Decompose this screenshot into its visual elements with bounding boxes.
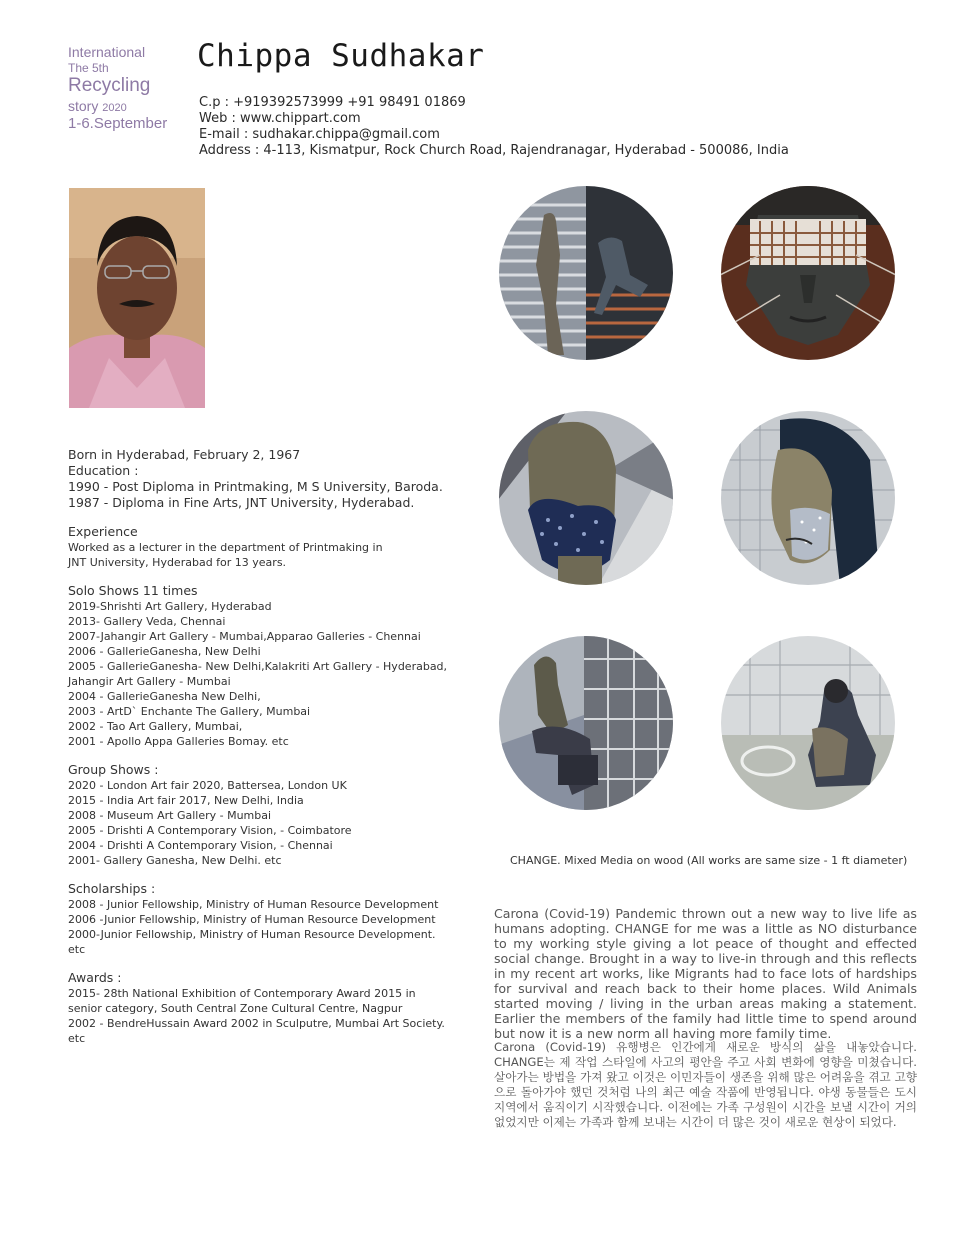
artist-statement-english: Carona (Covid-19) Pandemic thrown out a new way to live life as humans adopting. CHANGE for me was a little as NO disturbance to my working style giving a lot peace of thought and effected social change. Brought in a way to live-in through and this reflects in my recent art works, like Migrants had to face lots of hardships for survival and reach back to their home places. Wild Animals started moving / living in the urban areas making a statement. Earlier the members of the family had little time to spend around but now it is a new norm all having more family time. xyxy=(494,906,917,1041)
group-shows-title: Group Shows : xyxy=(68,762,159,777)
education-title: Education : xyxy=(68,463,139,478)
event-year: 2020 xyxy=(102,101,127,114)
solo-show-item: 2005 - GallerieGanesha- New Delhi,Kalakriti Art Gallery - Hyderabad, xyxy=(68,660,448,673)
artist-statement-korean: Carona (Covid-19) 유행병은 인간에게 새로운 방식의 삶을 내놓았습니다. CHANGE는 제 작업 스타일에 사고의 평안을 주고 사회 변화에 영향을 미쳤습니다. 살아가는 방법을 가져 왔고 이것은 이민자들이 생존을 위해 많은 어려움을 겪고 고향으로 돌아가야 했던 것처럼 나의 최근 예술 작품에 반영됩니다. 야생 동물들은 도시 지역에서 움직이기 시작했습니다. 이전에는 가족 구성원이 시간을 보낼 시간이 거의 없었지만 이제는 가족과 함께 보내는 시간이 더 많은 것이 새로운 현상이 되었다. xyxy=(494,1040,918,1129)
artwork-circle-2 xyxy=(720,185,896,361)
education-item: 1987 - Diploma in Fine Arts, JNT University, Hyderabad. xyxy=(68,495,415,510)
event-dates: 1-6.September xyxy=(68,115,168,133)
group-show-item: 2008 - Museum Art Gallery - Mumbai xyxy=(68,809,272,822)
contact-email: E-mail : sudhakar.chippa@gmail.com xyxy=(199,127,440,142)
event-line-story xyxy=(68,98,167,115)
artwork-circle-6 xyxy=(720,635,896,811)
solo-show-item: 2004 - GallerieGanesha New Delhi, xyxy=(68,690,261,703)
event-info xyxy=(68,44,167,133)
solo-show-item: 2001 - Apollo Appa Galleries Bomay. etc xyxy=(68,735,289,748)
award-item: 2015- 28th National Exhibition of Contemporary Award 2015 in xyxy=(68,987,416,1000)
scholarship-item: 2000-Junior Fellowship, Ministry of Human Resource Development. xyxy=(68,928,436,941)
artwork-circle-3 xyxy=(498,410,674,586)
artwork-caption: CHANGE. Mixed Media on wood (All works are same size - 1 ft diameter) xyxy=(510,854,908,867)
group-show-item: 2020 - London Art fair 2020, Battersea, London UK xyxy=(68,779,347,792)
solo-show-item: Jahangir Art Gallery - Mumbai xyxy=(68,675,231,688)
education-item: 1990 - Post Diploma in Printmaking, M S University, Baroda. xyxy=(68,479,443,494)
contact-address: Address : 4-113, Kismatpur, Rock Church Road, Rajendranagar, Hyderabad - 500086, India xyxy=(199,143,789,158)
artist-portrait xyxy=(69,188,205,408)
award-item: 2002 - BendreHussain Award 2002 in Sculputre, Mumbai Art Society. xyxy=(68,1017,445,1030)
contact-web: Web : www.chippart.com xyxy=(199,111,361,126)
artist-name: Chippa Sudhakar xyxy=(197,38,485,74)
solo-show-item: 2013- Gallery Veda, Chennai xyxy=(68,615,226,628)
group-show-item: 2005 - Drishti A Contemporary Vision, - Coimbatore xyxy=(68,824,352,837)
event-line-edition: The 5th xyxy=(68,60,109,75)
solo-show-item: 2003 - ArtD` Enchante The Gallery, Mumbai xyxy=(68,705,311,718)
contact-phone: C.p : +919392573999 +91 98491 01869 xyxy=(199,95,466,110)
group-show-item: 2001- Gallery Ganesha, New Delhi. etc xyxy=(68,854,282,867)
experience-title: Experience xyxy=(68,524,138,539)
solo-show-item: 2002 - Tao Art Gallery, Mumbai, xyxy=(68,720,243,733)
experience-text: Worked as a lecturer in the department of Printmaking in JNT University, Hyderabad for 13 years. xyxy=(68,541,383,569)
solo-show-item: 2019-Shrishti Art Gallery, Hyderabad xyxy=(68,600,272,613)
scholarship-item: 2008 - Junior Fellowship, Ministry of Human Resource Development xyxy=(68,898,439,911)
solo-show-item: 2007-Jahangir Art Gallery - Mumbai,Apparao Galleries - Chennai xyxy=(68,630,421,643)
award-item: senior category, South Central Zone Cultural Centre, Nagpur xyxy=(68,1002,403,1015)
group-show-item: 2015 - India Art fair 2017, New Delhi, India xyxy=(68,794,304,807)
artwork-circle-1 xyxy=(498,185,674,361)
awards-title: Awards : xyxy=(68,970,122,985)
biography xyxy=(68,447,448,1046)
award-item: etc xyxy=(68,1032,86,1045)
event-story-word: story xyxy=(68,97,99,114)
born-text: Born in Hyderabad, February 2, 1967 xyxy=(68,447,301,462)
scholarship-item: 2006 -Junior Fellowship, Ministry of Human Resource Development xyxy=(68,913,436,926)
group-show-item: 2004 - Drishti A Contemporary Vision, - Chennai xyxy=(68,839,333,852)
event-line-recycling: Recycling xyxy=(68,75,151,97)
solo-shows-title: Solo Shows 11 times xyxy=(68,583,198,598)
scholarship-item: etc xyxy=(68,943,86,956)
artwork-circle-5 xyxy=(498,635,674,811)
solo-show-item: 2006 - GallerieGanesha, New Delhi xyxy=(68,645,261,658)
contact-block xyxy=(199,95,789,159)
artwork-circle-4 xyxy=(720,410,896,586)
scholarships-title: Scholarships : xyxy=(68,881,156,896)
event-line-international: International xyxy=(68,44,146,60)
